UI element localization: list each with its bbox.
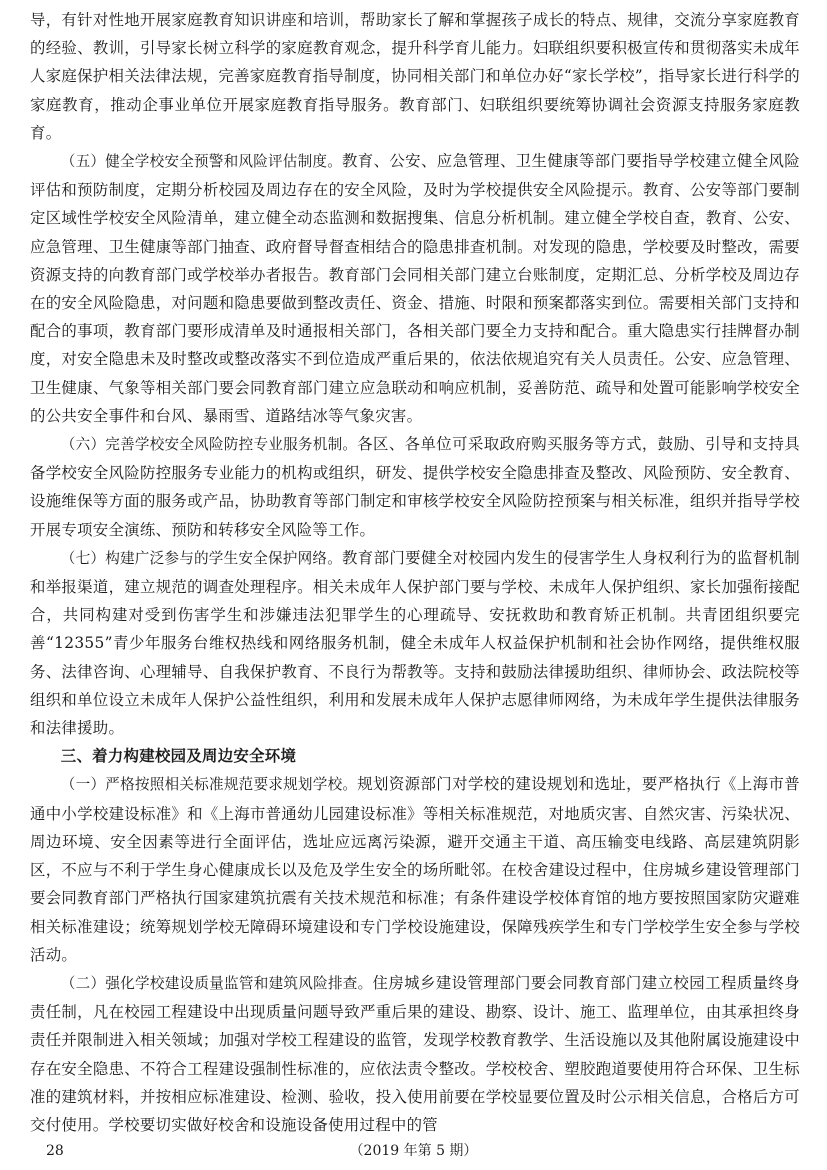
paragraph-school-planning [30,770,800,968]
paragraph-risk-assessment [30,147,800,430]
section-heading-3: 三、着力构建校园及周边安全环境 [60,747,297,766]
paragraph-protection-network [30,544,800,742]
page-number: 28 [46,1143,64,1159]
paragraph-text: 住房城乡建设管理部门要会同教育部门建立校园工程质量终身责任制，凡在校园工程建设中出现质量问题导致严重后果的建设、勘察、设计、施工、监理单位，由其承担终身责任并限制进入相关领域；加强对学校工程建设的监管，发现学校教育教学、生活设施以及其他附属设施建设中存在安全隐患、不符合工程建设强制性标准的，应依法责令整改。学校校舍、塑胶跑道要使用符合环保、卫生标准的建筑材料，并按相应标准建设、检测、验收，投入使用前要在学校显要位置及时公示相关信息，合格后方可交付使用。学校要切实做好校舍和设施设备使用过程中的管 [30,973,800,1134]
paragraph-text: 规划资源部门对学校的建设规划和选址，要严格执行《上海市普通中小学校建设标准》和《上海市普通幼儿园建设标准》等相关标准规范，对地质灾害、自然灾害、污染状况、周边环境、安全因素等进行全面评估，选址应远离污染源，避开交通主干道、高压输变电线路、高层建筑阴影区，不应与不利于学生身心健康成长以及危及学生安全的场所毗邻。在校舍建设过程中，住房城乡建设管理部门要会同教育部门严格执行国家建筑抗震有关技术规范和标准；有条件建设学校体育馆的地方要按照国家防灾避难相关标准建设；统筹规划学校无障碍环境建设和专门学校设施建设，保障残疾学生和专门学校学生安全参与学校活动。 [30,775,800,964]
paragraph-text: 导，有针对性地开展家庭教育知识讲座和培训，帮助家长了解和掌握孩子成长的特点、规律，交流分享家庭教育的经验、教训，引导家长树立科学的家庭教育观念，提升科学育儿能力。妇联组织要积极宣传和贯彻落实未成年人家庭保护相关法律法规，完善家庭教育指导制度，协同相关部门和单位办好“家长学校”，指导家长进行科学的家庭教育，推动企事业单位开展家庭教育指导服务。教育部门、妇联组织要统筹协调社会资源支持服务家庭教育。 [30,11,800,142]
paragraph-text: 教育部门要健全对校园内发生的侵害学生人身权利行为的监督机制和举报渠道，建立规范的调查处理程序。相关未成年人保护部门要与学校、未成年人保护组织、家长加强衔接配合，共同构建对受到伤害学生和涉嫌违法犯罪学生的心理疏导、安抚救助和教育矫正机制。共青团组织要完善“12355”青少年服务台维权热线和网络服务机制，健全未成年人权益保护机制和社会协作网络，提供维权服务、法律咨询、心理辅导、自我保护教育、不良行为帮教等。支持和鼓励法律援助组织、律师协会、政法院校等组织和单位设立未成年人保护公益性组织，利用和发展未成年人保护志愿律师网络，为未成年学生提供法律服务和法律援助。 [30,548,800,738]
subsection-lead-2: （二）强化学校建设质量监管和建筑风险排查。 [60,974,373,992]
issue-label: （2019 年第 5 期） [349,1143,478,1159]
paragraph-text: 各区、各单位可采取政府购买服务等方式，鼓励、引导和支持具备学校安全风险防控服务专业能力的机构或组织，研发、提供学校安全隐患排查及整改、风险预防、安全教育、设施维保等方面的服务或产品，协助教育等部门制定和审核学校安全风险防控预案与相关标准，组织并指导学校开展专项安全演练、预防和转移安全风险等工作。 [30,435,800,539]
paragraph-text: 教育、公安、应急管理、卫生健康等部门要指导学校建立健全风险评估和预防制度，定期分析校园及周边存在的安全风险，及时为学校提供安全风险提示。教育、公安等部门要制定区域性学校安全风险清单，建立健全动态监测和数据搜集、信息分析机制。建立健全学校自查，教育、公安、应急管理、卫生健康等部门抽查、政府督导督查相结合的隐患排查机制。对发现的隐患，学校要及时整改，需要资源支持的向教育部门或学校举办者报告。教育部门会同相关部门建立台账制度，定期汇总、分析学校及周边存在的安全风险隐患，对问题和隐患要做到整改责任、资金、措施、时限和预案都落实到位。需要相关部门支持和配合的事项，教育部门要形成清单及时通报相关部门，各相关部门要全力支持和配合。重大隐患实行挂牌督办制度，对安全隐患未及时整改或整改落实不到位造成严重后果的，依法依规追究有关人员责任。公安、应急管理、卫生健康、气象等相关部门要会同教育部门建立应急联动和响应机制，妥善防范、疏导和处置可能影响学校安全的公共安全事件和台风、暴雨雪、道路结冰等气象灾害。 [30,152,800,425]
subsection-lead-1: （一）严格按照相关标准规范要求规划学校。 [60,776,358,794]
subsection-lead-7: （七）构建广泛参与的学生安全保护网络。 [60,549,342,567]
paragraph-construction-quality [30,969,800,1139]
page-footer [0,1140,827,1162]
document-body [30,6,800,1139]
paragraph-risk-service [30,430,800,544]
subsection-lead-5: （五）健全学校安全预警和风险评估制度。 [60,153,342,171]
subsection-lead-6: （六）完善学校安全风险防控专业服务机制。 [60,436,358,454]
paragraph-family-education-continued [30,6,800,147]
